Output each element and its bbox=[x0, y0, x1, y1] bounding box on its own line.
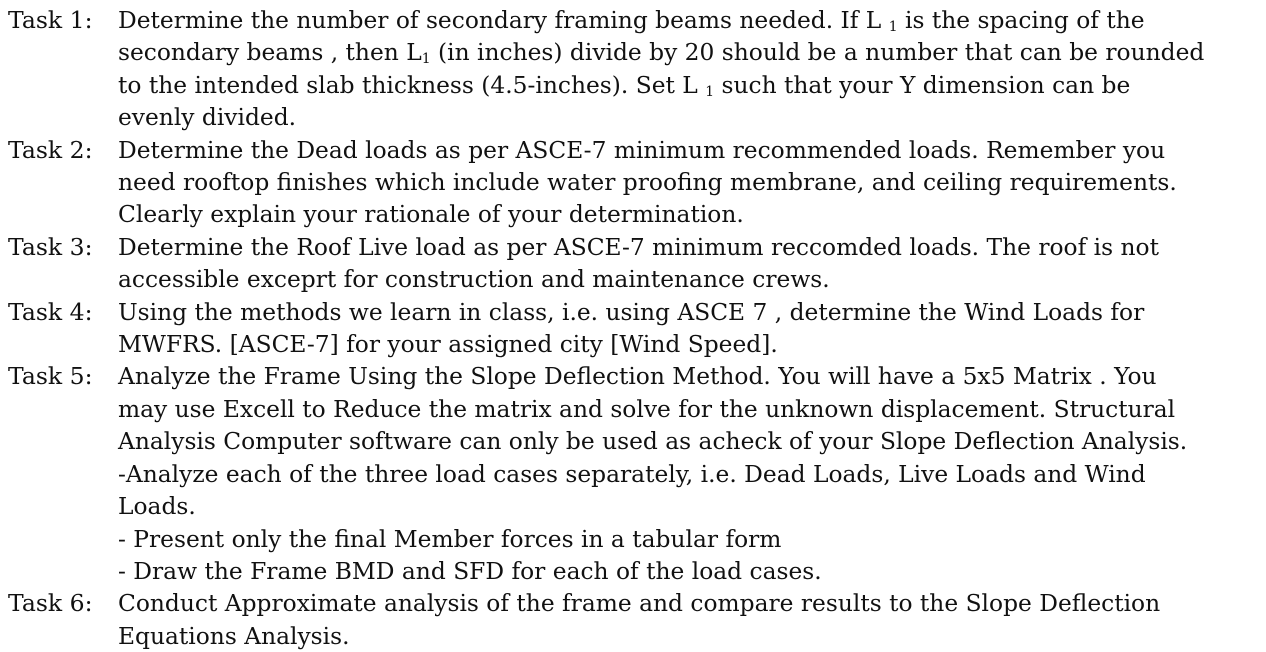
text-run: - Draw the Frame BMD and SFD for each of the load cases. bbox=[118, 556, 822, 585]
task-text-line bbox=[118, 490, 1256, 522]
text-run: evenly divided. bbox=[118, 103, 297, 132]
task-description bbox=[118, 296, 1264, 361]
subscript-text: 1 bbox=[421, 51, 431, 68]
text-run: secondary beams , then L bbox=[118, 38, 422, 67]
task-text-line bbox=[118, 166, 1256, 198]
task-item bbox=[8, 134, 1264, 231]
subscript-text: 1 bbox=[705, 83, 715, 100]
task-item bbox=[8, 296, 1264, 361]
task-text-line bbox=[118, 134, 1256, 166]
task-item bbox=[8, 231, 1264, 296]
text-run: such that your Y dimension can be bbox=[714, 70, 1131, 99]
text-run: Using the methods we learn in class, i.e. using ASCE 7 , determine the Wind Loads for bbox=[118, 297, 1145, 326]
task-label: Task 1: bbox=[8, 6, 93, 34]
task-description bbox=[118, 4, 1264, 134]
text-run: Loads. bbox=[118, 492, 196, 521]
text-run: Clearly explain your rationale of your determination. bbox=[118, 200, 744, 229]
text-run: to the intended slab thickness (4.5-inches). Set L bbox=[118, 70, 706, 99]
text-run: is the spacing of the bbox=[897, 6, 1145, 34]
task-text-line bbox=[118, 620, 1256, 652]
task-text-line bbox=[118, 101, 1256, 133]
task-text-line bbox=[118, 296, 1256, 328]
text-run: Conduct Approximate analysis of the frame and compare results to the Slope Deflection bbox=[118, 589, 1161, 618]
task-label: Task 4: bbox=[8, 297, 93, 326]
task-text-line bbox=[118, 523, 1256, 555]
text-run: Determine the Roof Live load as per ASCE-7 minimum reccomded loads. The roof is not bbox=[118, 232, 1159, 261]
text-run: accessible exceprt for construction and maintenance crews. bbox=[118, 265, 830, 294]
task-text-line bbox=[118, 263, 1256, 295]
task-text-line bbox=[118, 425, 1256, 457]
task-text-line bbox=[118, 36, 1256, 68]
text-run: Analysis Computer software can only be used as acheck of your Slope Deflection Analysis. bbox=[118, 427, 1188, 456]
task-description bbox=[118, 587, 1264, 652]
task-text-line bbox=[118, 393, 1256, 425]
text-run: (in inches) divide by 20 should be a number that can be rounded bbox=[430, 38, 1205, 67]
task-description bbox=[118, 360, 1264, 587]
task-description bbox=[118, 231, 1264, 296]
task-text-line bbox=[118, 198, 1256, 230]
task-description bbox=[118, 134, 1264, 231]
task-label: Task 5: bbox=[8, 362, 93, 391]
text-run: Determine the number of secondary framing beams needed. If L bbox=[118, 6, 889, 34]
task-text-line bbox=[118, 4, 1256, 36]
text-run: need rooftop finishes which include water proofing membrane, and ceiling requirements. bbox=[118, 168, 1177, 197]
task-text-line bbox=[118, 360, 1256, 392]
task-item bbox=[8, 360, 1264, 587]
task-item bbox=[8, 4, 1264, 134]
task-list bbox=[8, 4, 1264, 652]
text-run: Analyze the Frame Using the Slope Deflection Method. You will have a 5x5 Matrix . You bbox=[118, 362, 1157, 391]
task-text-line bbox=[118, 458, 1256, 490]
task-text-line bbox=[118, 328, 1256, 360]
task-text-line bbox=[118, 555, 1256, 587]
task-text-line bbox=[118, 587, 1256, 619]
text-run: - Present only the final Member forces in a tabular form bbox=[118, 524, 782, 553]
task-label: Task 6: bbox=[8, 589, 93, 618]
text-run: Determine the Dead loads as per ASCE-7 minimum recommended loads. Remember you bbox=[118, 135, 1166, 164]
task-text-line bbox=[118, 231, 1256, 263]
task-label: Task 3: bbox=[8, 232, 93, 261]
text-run: may use Excell to Reduce the matrix and solve for the unknown displacement. Structural bbox=[118, 394, 1176, 423]
subscript-text: 1 bbox=[888, 19, 898, 35]
task-item bbox=[8, 587, 1264, 652]
task-label: Task 2: bbox=[8, 135, 93, 164]
task-text-line bbox=[118, 69, 1256, 101]
text-run: MWFRS. [ASCE-7] for your assigned city [Wind Speed]. bbox=[118, 330, 778, 359]
text-run: Equations Analysis. bbox=[118, 621, 350, 650]
text-run: -Analyze each of the three load cases separately, i.e. Dead Loads, Live Loads and Wind bbox=[118, 459, 1146, 488]
